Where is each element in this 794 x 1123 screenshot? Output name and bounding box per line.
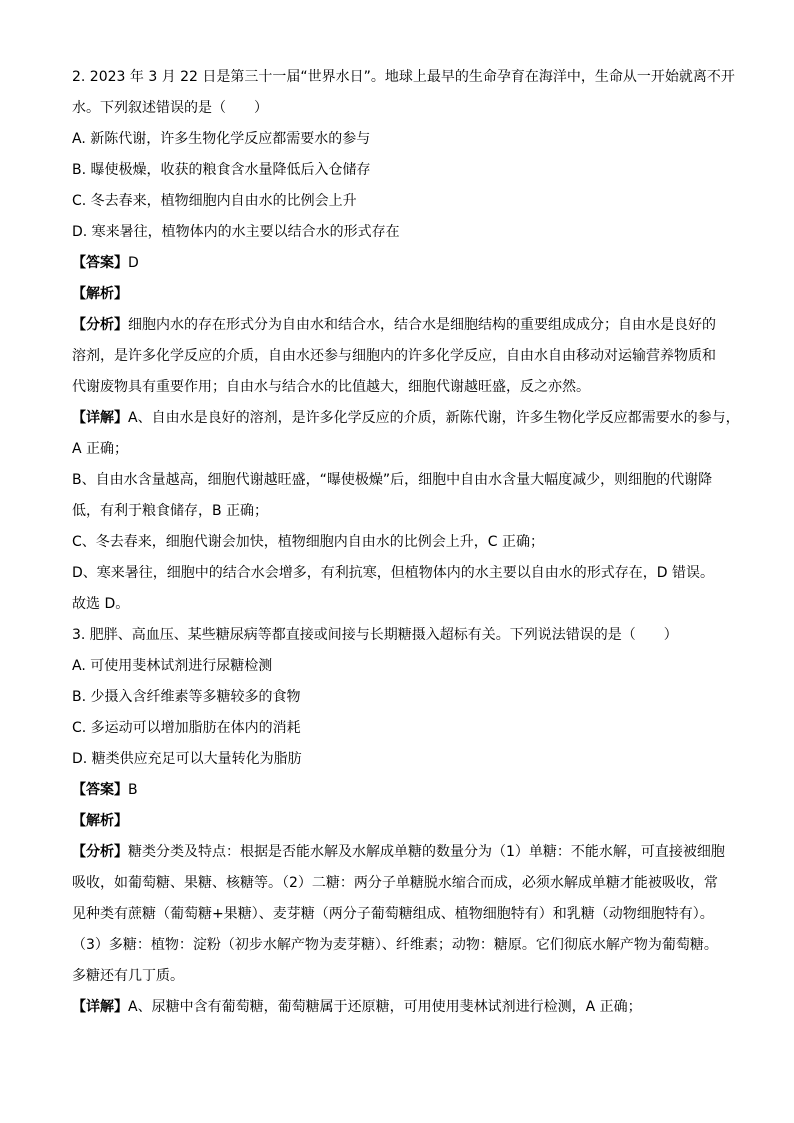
question-2-option-c: C. 冬去春来，植物细胞内自由水的比例会上升 <box>72 193 357 209</box>
question-3-stem-line-1: 3. 肥胖、高血压、某些糖尿病等都直接或间接与长期糖摄入超标有关。下列说法错误的是（ ） <box>72 627 678 643</box>
question-2-detail-line-3: B、自由水含量越高，细胞代谢越旺盛，“曝使极燥”后，细胞中自由水含量大幅度减少，则细胞的代谢降 <box>72 472 713 488</box>
question-3-analysis-line-4: （3）多糖：植物：淀粉（初步水解产物为麦芽糖）、纤维素；动物：糖原。它们彻底水解产物为葡萄糖。 <box>72 937 718 953</box>
question-2-option-b: B. 曝使极燥，收获的粮食含水量降低后入仓储存 <box>72 162 371 178</box>
document-page <box>72 62 740 1023</box>
question-3-analysis-line-2: 吸收，如葡萄糖、果糖、核糖等。（2）二糖：两分子单糖脱水缩合而成，必须水解成单糖才能被吸收，常 <box>72 875 718 891</box>
answer-value: D <box>128 255 139 271</box>
question-3-answer <box>72 775 724 806</box>
answer-tag: 【答案】 <box>72 782 128 798</box>
question-3-analysis-line-5: 多糖还有几丁质。 <box>72 968 184 984</box>
question-2-detail-line-6: D、寒来暑往，细胞中的结合水会增多，有利抗寒，但植物体内的水主要以自由水的形式存在，D 错误。 <box>72 565 715 581</box>
question-3-analysis-heading: 【解析】 <box>72 813 128 829</box>
answer-value: B <box>128 782 138 798</box>
question-3-option-b: B. 少摄入含纤维素等多糖较多的食物 <box>72 689 301 705</box>
question-2-option-a: A. 新陈代谢，许多生物化学反应都需要水的参与 <box>72 131 371 147</box>
question-2-detail-line-1 <box>72 403 740 434</box>
detail-text: A、尿糖中含有葡萄糖，葡萄糖属于还原糖，可用使用斐林试剂进行检测，A 正确； <box>128 999 642 1015</box>
analysis-text: 糖类分类及特点：根据是否能水解及水解成单糖的数量分为（1）单糖：不能水解，可直接被细胞 <box>128 844 725 860</box>
analysis-tag: 【分析】 <box>72 844 128 860</box>
question-3-option-d: D. 糖类供应充足可以大量转化为脂肪 <box>72 751 302 767</box>
question-3-option-c: C. 多运动可以增加脂肪在体内的消耗 <box>72 720 301 736</box>
analysis-text: 细胞内水的存在形式分为自由水和结合水，结合水是细胞结构的重要组成成分；自由水是良好的 <box>128 317 716 333</box>
detail-tag: 【详解】 <box>72 999 128 1015</box>
detail-tag: 【详解】 <box>72 410 128 426</box>
analysis-tag: 【分析】 <box>72 317 128 333</box>
question-2-analysis-line-3: 代谢废物具有重要作用；自由水与结合水的比值越大，细胞代谢越旺盛，反之亦然。 <box>72 379 590 395</box>
question-3-analysis-line-3: 见种类有蔗糖（葡萄糖+果糖）、麦芽糖（两分子葡萄糖组成、植物细胞特有）和乳糖（动物细胞特有）。 <box>72 906 714 922</box>
question-2-detail-line-4: 低，有利于粮食储存，B 正确； <box>72 503 269 519</box>
question-2-analysis-heading: 【解析】 <box>72 286 128 302</box>
question-2-stem-line-1: 2. 2023 年 3 月 22 日是第三十一届“世界水日”。地球上最早的生命孕育在海洋中，生命从一开始就离不开 <box>72 69 735 85</box>
question-2-detail-line-5: C、冬去春来，细胞代谢会加快，植物细胞内自由水的比例会上升，C 正确； <box>72 534 544 550</box>
question-2-analysis-line-2: 溶剂，是许多化学反应的介质，自由水还参与细胞内的许多化学反应，自由水自由移动对运输营养物质和 <box>72 348 716 364</box>
answer-tag: 【答案】 <box>72 255 128 271</box>
question-2-conclusion: 故选 D。 <box>72 596 130 612</box>
detail-text: A、自由水是良好的溶剂，是许多化学反应的介质，新陈代谢，许多生物化学反应都需要水的参与， <box>128 410 740 426</box>
question-3-analysis-line-1 <box>72 837 724 868</box>
question-2-option-d: D. 寒来暑往，植物体内的水主要以结合水的形式存在 <box>72 224 400 240</box>
question-2-analysis-line-1 <box>72 310 724 341</box>
question-2-answer <box>72 248 724 279</box>
question-3-option-a: A. 可使用斐林试剂进行尿糖检测 <box>72 658 273 674</box>
question-2-stem-line-2: 水。下列叙述错误的是（ ） <box>72 100 268 116</box>
question-2-detail-line-2: A 正确； <box>72 441 129 457</box>
question-3-detail-line-1 <box>72 992 724 1023</box>
